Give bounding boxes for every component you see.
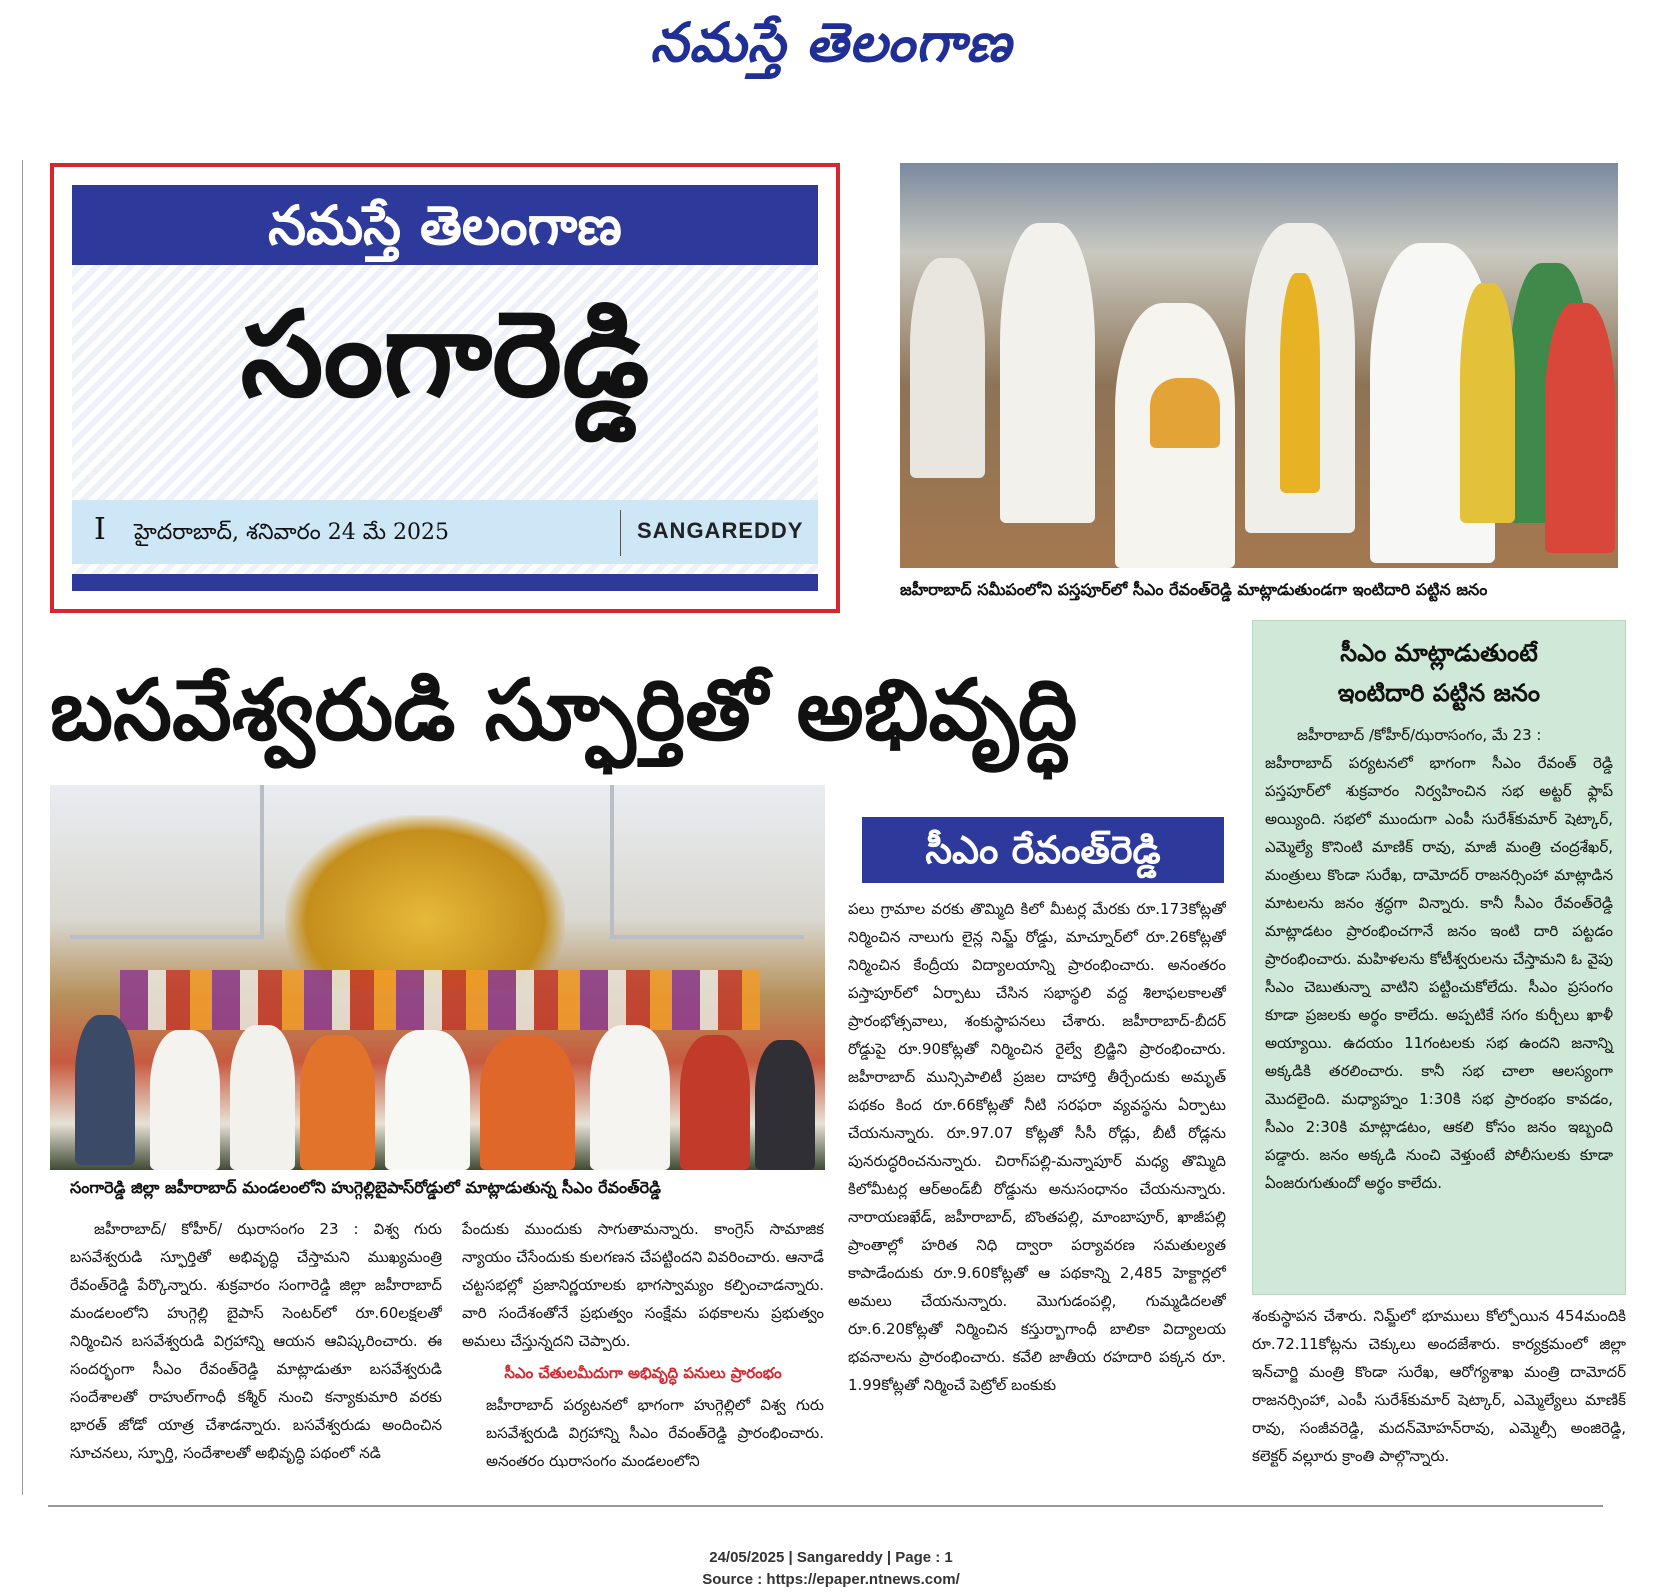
edition-panel bbox=[72, 185, 818, 591]
article-column-2 bbox=[462, 1215, 824, 1495]
photo-figure bbox=[75, 1015, 135, 1165]
photo-figure bbox=[230, 1025, 295, 1170]
edition-dateline-bar bbox=[72, 500, 818, 564]
edition-paper-name: నమస్తే తెలంగాణ bbox=[72, 185, 818, 265]
masthead-logo: నమస్తే తెలంగాణ bbox=[650, 10, 1012, 74]
article-subheading: సీఎం చేతులమీదుగా అభివృద్ధి పనులు ప్రారంభం bbox=[504, 1364, 782, 1382]
photo-truss bbox=[610, 785, 804, 939]
sidebar-title-line2: ఇంటిదారి పట్టిన జనం bbox=[1337, 679, 1541, 707]
photo-figure bbox=[150, 1030, 220, 1170]
photo-truss bbox=[70, 785, 264, 939]
edition-box bbox=[50, 163, 840, 613]
photo-bottom-caption: సంగారెడ్డి జిల్లా జహీరాబాద్ మండలంలోని హుగ్గెల్లిబైపాస్‌రోడ్డులో మాట్లాడుతున్న సీఎం రేవంత్‌రెడ్డి bbox=[70, 1178, 661, 1197]
article-col3-text: పలు గ్రామాల వరకు తొమ్మిది కిలో మీటర్ల మేరకు రూ.173కోట్లతో నిర్మించిన నాలుగు లైన్ల నిమ్జ్ రోడ్డు, మాచ్నూర్‌లో రూ.26కోట్లతో నిర్మించిన కేంద్రీయ విద్యాలయాన్ని ప్రారంభించారు. అనంతరం పస్తాపూర్‌లో ఏర్పాటు చేసిన సభాస్థలి వద్ద శిలాఫలకాలతో ప్రారంభోత్సవాలు, శంకుస్థాపనలు చేశారు. జహీరాబాద్-బీదర్ రోడ్డుపై రూ.90కోట్లతో నిర్మించిన రైల్వే బ్రిడ్జిని ప్రారంభించారు. జహీరాబాద్ మున్సిపాలిటీ ప్రజల దాహార్తి తీర్చేందుకు అమృత్ పథకం కింద రూ.66కోట్లతో నీటి సరఫరా వ్యవస్థను ఏర్పాటు చేయనున్నారు. రూ.97.07 కోట్లతో సీసీ రోడ్లు, బీటీ రోడ్లను పునరుద్ధరించనున్నారు. చిరాగ్‌పల్లి-మన్నాపూర్ మధ్య తొమ్మిది కిలోమీటర్ల ఆర్‌అండ్‌బీ రోడ్డును అనుసంధానం చేయనున్నారు. నారాయణఖేడ్, జహీరాబాద్, బొంతపల్లి, మాంబాపూర్, ఖాజీపల్లి ప్రాంతాల్లో హరిత నిధి ద్వారా పర్యావరణ సమతుల్యత కాపాడేందుకు రూ.9.60కోట్లతో ఆ పథకాన్ని 2,485 హెక్టార్లలో అమలు చేయనున్నారు. మొగుడంపల్లి, గుమ్మడిదలతో రూ.6.20కోట్లతో నిర్మించిన కస్తుర్బాగాంధీ బాలికా విద్యాలయ భవనాలను ప్రారంభించారు. కవేలి జాతీయ రహదారి పక్కన రూ. 1.99కోట్లతో నిర్మించే పెట్రోల్ బంకుకు bbox=[848, 900, 1226, 1394]
photo-figure bbox=[1000, 223, 1095, 523]
edition-issue: I bbox=[94, 512, 106, 547]
article-column-1 bbox=[70, 1215, 442, 1495]
article-col2-text: పేందుకు ముందుకు సాగుతామన్నారు. కాంగ్రెస్ సామాజిక న్యాయం చేసేందుకు కులగణన చేపట్టిందని వివరించారు. ఆనాడే చట్టసభల్లో ప్రజానిర్ణయాలకు భాగస్వామ్యం కల్పించాడన్నారు. వారి సందేశంతోనే ప్రభుత్వం సంక్షేమ పథకాలను ప్రభుత్వం అమలు చేస్తున్నదని చెప్పారు. bbox=[462, 1220, 824, 1350]
bottom-rule bbox=[48, 1505, 1603, 1507]
photo-statue-unveiling bbox=[50, 785, 825, 1170]
sidebar-dateline: జహీరాబాద్ /కోహీర్/ఝరాసంగం, మే 23 : bbox=[1297, 726, 1542, 744]
edition-place-english: SANGAREDDY bbox=[637, 518, 804, 543]
photo-figure bbox=[1150, 378, 1220, 448]
photo-figure bbox=[1460, 283, 1515, 523]
sidebar-story bbox=[1252, 620, 1626, 1295]
edition-date: హైదరాబాద్, శనివారం 24 మే 2025 bbox=[134, 520, 450, 545]
subhead-box: సీఎం రేవంత్‌రెడ్డి bbox=[862, 817, 1224, 883]
sidebar-title-line1: సీఎం మాట్లాడుతుంటే bbox=[1340, 639, 1538, 667]
photo-figure bbox=[755, 1040, 815, 1170]
article-col2-text2: జహీరాబాద్ పర్యటనలో భాగంగా హుగ్గెల్లిలో విశ్వ గురు బసవేశ్వరుడి విగ్రహాన్ని సీఎం రేవంత్‌రెడ్డి ప్రారంభించారు. అనంతరం ఝరాసంగం మండలంలోని bbox=[486, 1396, 824, 1470]
article-column-4 bbox=[1252, 1302, 1626, 1495]
edition-bottom-bar bbox=[72, 574, 818, 591]
photo-figure bbox=[300, 1035, 375, 1170]
photo-statue bbox=[285, 815, 565, 990]
photo-top-caption: జహీరాబాద్ సమీపంలోని పస్తపూర్‌లో సీఎం రేవంత్‌రెడ్డి మాట్లాడుతుండగా ఇంటిదారి పట్టిన జనం bbox=[900, 580, 1488, 599]
footer-source: Source : https://epaper.ntnews.com/ bbox=[702, 1571, 960, 1588]
photo-flowers bbox=[120, 970, 760, 1030]
photo-figure bbox=[590, 1025, 670, 1170]
photo-figure bbox=[910, 258, 985, 478]
dateline-divider bbox=[620, 510, 621, 556]
footer-dateline: 24/05/2025 | Sangareddy | Page : 1 bbox=[709, 1549, 953, 1566]
photo-crowd-leaving bbox=[900, 163, 1618, 568]
article-col1-text: విశ్వ గురు బసవేశ్వరుడి స్ఫూర్తితో అభివృద్ధి చేస్తామని ముఖ్యమంత్రి రేవంత్‌రెడ్డి పేర్కొన్నారు. శుక్రవారం సంగారెడ్డి జిల్లా జహీరాబాద్ మండలంలోని హుగ్గెల్లి బైపాస్ సెంటర్‌లో రూ.60లక్షలతో నిర్మించిన బసవేశ్వరుడి విగ్రహాన్ని ఆయన ఆవిష్కరించారు. ఈ సందర్భంగా సీఎం రేవంత్‌రెడ్డి మాట్లాడుతూ బసవేశ్వరుడి సందేశాలతో రాహుల్‌గాంధీ కశ్మీర్ నుంచి కన్యాకుమారి వరకు భారత్ జోడో యాత్ర చేశాడన్నారు. బసవేశ్వరుడు అందించిన సూచనలు, స్ఫూర్తి, సందేశాలతో అభివృద్ధి పథంలో నడి bbox=[70, 1220, 442, 1462]
headline: బసవేశ్వరుడి స్ఫూర్తితో అభివృద్ధి bbox=[50, 661, 1078, 759]
photo-figure bbox=[385, 1030, 470, 1170]
article-column-3 bbox=[848, 895, 1226, 1495]
edition-place-title: సంగారెడ్డి bbox=[240, 285, 650, 423]
photo-figure bbox=[1280, 273, 1320, 493]
photo-figure bbox=[1545, 303, 1615, 553]
photo-figure bbox=[680, 1035, 750, 1170]
sidebar-body: జహీరాబాద్ పర్యటనలో భాగంగా సీఎం రేవంత్ రెడ్డి పస్తపూర్‌లో శుక్రవారం నిర్వహించిన సభ అట్టర్ ఫ్లాప్ అయ్యింది. సభలో ముందుగా ఎంపీ సురేశ్‌కుమార్ షెట్కార్, ఎమ్మెల్యే కొనింటి మాణిక్ రావు, మాజీ మంత్రి చంద్రశేఖర్, మంత్రులు కొండా సురేఖ, దామోదర్ రాజనర్సింహా మాట్లాడిన మాటలను జనం శ్రద్ధగా విన్నారు. కానీ సీఎం రేవంత్‌రెడ్డి మాట్లాడటం ప్రారంభించగానే జనం ఇంటి దారి పట్టడం ప్రారంభించారు. మహిళలను కోటీశ్వరులను చేస్తామని ఓ వైపు సీఎం చెబుతున్నా వాటిని పట్టించుకోలేదు. సీఎం ప్రసంగం కూడా ప్రజలకు అర్థం కాలేదు. అప్పటికే సగం కుర్చీలు ఖాళీ అయ్యాయి. ఉదయం 11గంటలకు సభ ఉందని జనాన్ని అక్కడికి తరలించారు. కానీ సభ చాలా ఆలస్యంగా మొదలైంది. మధ్యాహ్నం 1:30కి సభ ప్రారంభం కావడం, సీఎం 2:30కి మాట్లాడటం, ఆకలి కోసం జనం ఇబ్బంది పడ్డారు. జనం అక్కడి నుంచి వెళ్తుంటే పోలీసులకు కూడా ఏంజరుగుతుందో అర్థం కాలేదు. bbox=[1265, 754, 1613, 1192]
photo-figure bbox=[480, 1035, 575, 1170]
column-rule bbox=[22, 160, 23, 1495]
article-col4-text: శంకుస్థాపన చేశారు. నిమ్జ్‌లో భూములు కోల్పోయిన 454మందికి రూ.72.11కోట్లను చెక్కులు అందజేశారు. కార్యక్రమంలో జిల్లా ఇన్‌చార్జి మంత్రి కొండా సురేఖ, ఆరోగ్యశాఖ మంత్రి దామోదర్ రాజనర్సింహా, ఎంపీ సురేశ్‌కుమార్ షెట్కార్, ఎమ్మెల్యేలు మాణిక్ రావు, సంజీవరెడ్డి, మదన్‌మోహన్‌రావు, ఎమ్మెల్సీ అంజిరెడ్డి, కలెక్టర్ వల్లూరు క్రాంతి పాల్గొన్నారు. bbox=[1252, 1307, 1626, 1465]
article-dateline: జహీరాబాద్/ కోహీర్/ ఝరాసంగం 23 : bbox=[94, 1220, 359, 1238]
